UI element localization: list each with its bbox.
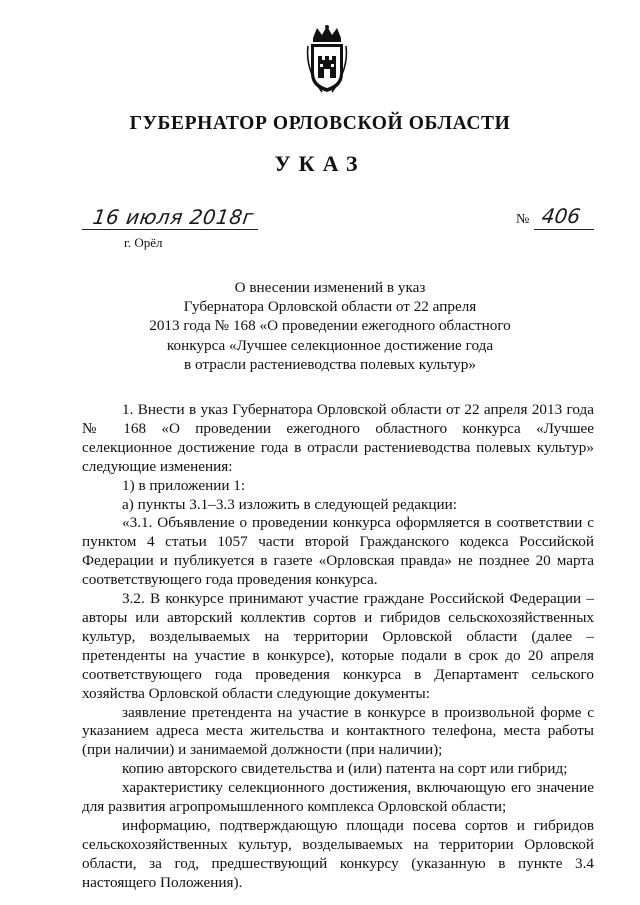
orel-region-coat-of-arms-icon	[304, 24, 350, 94]
body-paragraph: информацию, подтверждающую площади посева сортов и гибридов сельскохозяйственных культур, возделываемых на территории Орловской области, за год, предшествующий конкурсу (указанную в пункте 3.4 настоящего Положения).	[82, 816, 594, 891]
decree-title: УКАЗ	[274, 151, 366, 176]
subject-line: Губернатора Орловской области от 22 апреля	[183, 298, 477, 316]
body-paragraph: копию авторского свидетельства и (или) патента на сорт или гибрид;	[122, 760, 568, 778]
body-paragraph: 1) в приложении 1:	[122, 476, 246, 494]
body-paragraph: 1. Внести в указ Губернатора Орловской области от 22 апреля 2013 года № 168 «О проведении ежегодного областного конкурса «Лучшее селекционное достижение года в отрасли растениеводства полевых культур» следующие изменения:	[82, 401, 594, 475]
date-underline	[82, 229, 258, 230]
subject-line: в отрасли растениеводства полевых культур»	[184, 355, 476, 373]
body-paragraph: характеристику селекционного достижения, включающую его значение для развития агропромышленного комплекса Орловской области;	[82, 779, 594, 816]
governor-title: ГУБЕРНАТОР ОРЛОВСКОЙ ОБЛАСТИ	[129, 113, 511, 134]
subject-line: 2013 года № 168 «О проведении ежегодного областного	[149, 317, 511, 335]
body-paragraph: «3.1. Объявление о проведении конкурса оформляется в соответствии с пунктом 4 статьи 1057 части второй Гражданского кодекса Российской Федерации и публикуется в газете «Орловская правда» не позднее 20 марта соответствующего года проведения конкурса.	[82, 514, 594, 589]
handwritten-date: 16 июля 2018г	[91, 205, 256, 229]
number-label: №	[516, 212, 530, 227]
handwritten-number: 406	[540, 204, 582, 228]
decree-body	[82, 401, 594, 893]
city-label: г. Орёл	[124, 235, 163, 250]
body-paragraph: 3.2. В конкурсе принимают участие граждане Российской Федерации – авторы или авторский коллектив сортов и гибридов сельскохозяйственных культур, возделываемых на территории Орловской области (далее – претенденты на участие в конкурсе), которые подали в срок до 20 апреля соответствующего года проведения конкурса в Департамент сельского хозяйства Орловской области следующие документы:	[82, 590, 594, 702]
subject-line: конкурса «Лучшее селекционное достижение года	[166, 336, 494, 354]
decree-subject	[120, 278, 540, 374]
body-paragraph: а) пункты 3.1–3.3 изложить в следующей редакции:	[122, 495, 457, 513]
number-underline	[534, 229, 594, 230]
body-paragraph: заявление претендента на участие в конкурсе в произвольной форме с указанием адреса места жительства и контактного телефона, места работы (при наличии) и занимаемой должности (при наличии);	[82, 703, 594, 759]
subject-line: О внесении изменений в указ	[234, 279, 426, 296]
